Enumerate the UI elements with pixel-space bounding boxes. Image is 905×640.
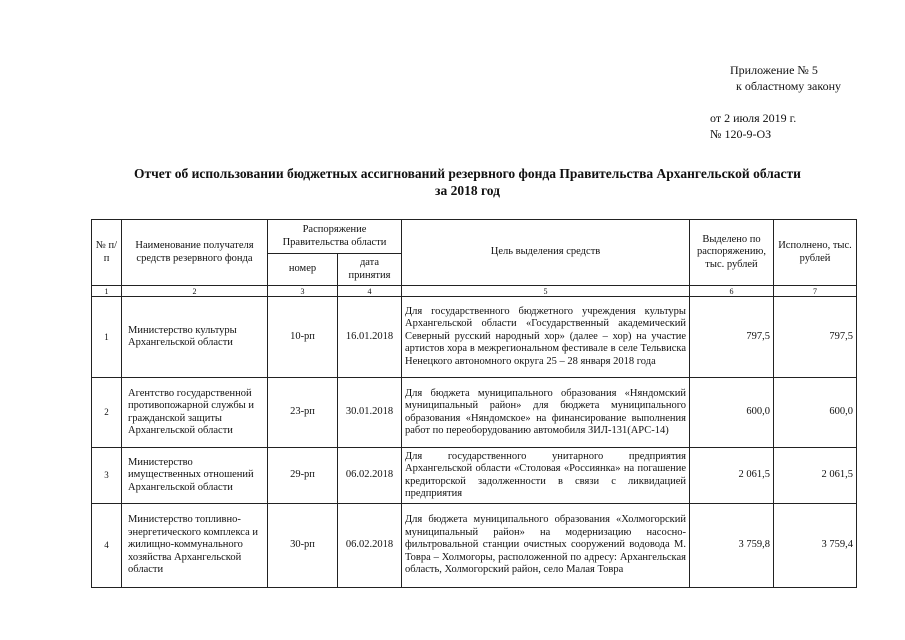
row-purpose: Для бюджета муниципального образования «Няндомский муниципальный район» для бюджета муниципального образования «Няндомское» на финансирование выполнения работ по переоборудованию автомобиля ЗИЛ-131(АРС-14): [402, 378, 690, 448]
row-order-date: 30.01.2018: [338, 378, 402, 448]
table-row: [92, 378, 857, 448]
row-executed: 3 759,4: [774, 504, 857, 588]
row-recipient: Министерство культуры Архангельской области: [122, 297, 268, 378]
row-order-number: 29-рп: [268, 448, 338, 504]
row-recipient: Министерство имущественных отношений Архангельской области: [122, 448, 268, 504]
header-purpose: Цель выделения средств: [402, 220, 690, 286]
row-executed: 600,0: [774, 378, 857, 448]
table-row: [92, 297, 857, 378]
row-no: 2: [92, 378, 122, 448]
row-no: 1: [92, 297, 122, 378]
row-order-date: 16.01.2018: [338, 297, 402, 378]
header-order: Распоряжение Правительства области: [268, 220, 402, 254]
law-number: № 120-9-ОЗ: [710, 127, 772, 141]
col-number: 2: [122, 286, 268, 297]
row-allocated: 600,0: [690, 378, 774, 448]
col-number: 1: [92, 286, 122, 297]
col-number: 3: [268, 286, 338, 297]
col-number: 4: [338, 286, 402, 297]
row-purpose: Для бюджета муниципального образования «Холмогорский муниципальный район» на модернизацию насосно-фильтровальной станции очистных сооружений водовода М. Товра – Холмогоры, расположенной по адресу: Архангельская область, Холмогорский район, село Малая Товра: [402, 504, 690, 588]
appendix-title: Приложение № 5: [730, 63, 818, 77]
appendix-law-ref: к областному закону: [736, 79, 842, 93]
header-order-number: номер: [268, 254, 338, 286]
header-order-date: дата принятия: [338, 254, 402, 286]
header-allocated: Выделено по распоряжению, тыс. рублей: [690, 220, 774, 286]
row-allocated: 797,5: [690, 297, 774, 378]
row-order-number: 10-рп: [268, 297, 338, 378]
row-order-number: 30-рп: [268, 504, 338, 588]
row-purpose: Для государственного бюджетного учреждения культуры Архангельской области «Государственный академический Северный русский народный хор» (далее – хор) на участие артистов хора в межрегиональном фестивале в селе Тельвиска Ненецкого автономного округа 25 – 28 января 2018 года: [402, 297, 690, 378]
row-order-date: 06.02.2018: [338, 448, 402, 504]
row-executed: 797,5: [774, 297, 857, 378]
report-title: [60, 165, 875, 199]
col-number: 7: [774, 286, 857, 297]
row-recipient: Агентство государственной противопожарной службы и гражданской защиты Архангельской области: [122, 378, 268, 448]
col-number: 5: [402, 286, 690, 297]
row-allocated: 2 061,5: [690, 448, 774, 504]
row-allocated: 3 759,8: [690, 504, 774, 588]
law-date: от 2 июля 2019 г.: [710, 111, 797, 125]
col-number: 6: [690, 286, 774, 297]
law-date-block: [710, 110, 796, 142]
row-order-number: 23-рп: [268, 378, 338, 448]
row-no: 3: [92, 448, 122, 504]
header-executed: Исполнено, тыс. рублей: [774, 220, 857, 286]
appendix-block: [730, 62, 841, 94]
row-order-date: 06.02.2018: [338, 504, 402, 588]
report-title-line1: Отчет об использовании бюджетных ассигнований резервного фонда Правительства Архангельской области: [134, 166, 801, 181]
column-number-row: [92, 286, 857, 297]
report-table: [91, 219, 857, 588]
row-purpose: Для государственного унитарного предприятия Архангельской области «Столовая «Россиянка» на погашение кредиторской задолженности в связи с ликвидацией предприятия: [402, 448, 690, 504]
row-recipient: Министерство топливно-энергетического комплекса и жилищно-коммунального хозяйства Архангельской области: [122, 504, 268, 588]
report-title-line2: за 2018 год: [435, 183, 500, 198]
header-no: № п/п: [92, 220, 122, 286]
header-recipient: Наименование получателя средств резервного фонда: [122, 220, 268, 286]
table-row: [92, 448, 857, 504]
row-executed: 2 061,5: [774, 448, 857, 504]
row-no: 4: [92, 504, 122, 588]
table-row: [92, 504, 857, 588]
